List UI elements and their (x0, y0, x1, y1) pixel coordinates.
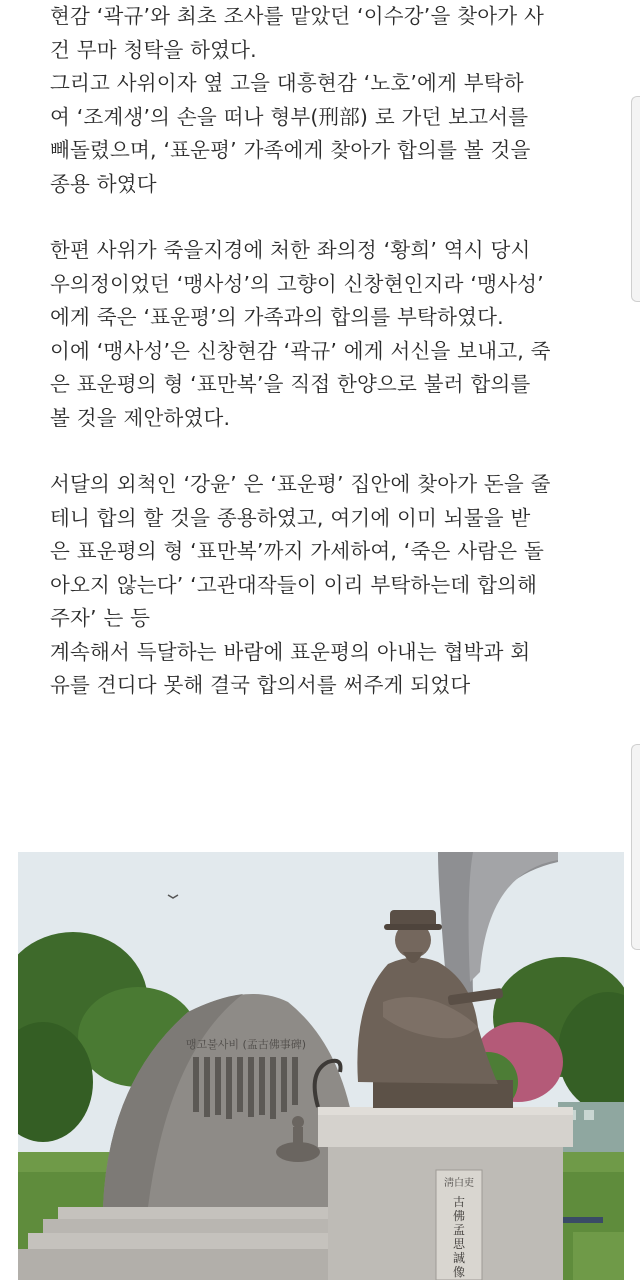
paragraph-gap (50, 201, 610, 234)
paragraph-line: 종용 하였다 (50, 171, 157, 196)
paragraph-line: 한편 사위가 죽을지경에 처한 좌의정 ‘황희’ 역시 당시 (50, 238, 531, 262)
paragraph-line: 그리고 사위이자 옆 고을 대흥현감 ‘노호’에게 부탁하 (50, 71, 524, 95)
paragraph-line: 볼 것을 제안하였다. (50, 405, 231, 430)
paragraph (50, 468, 610, 703)
paragraph-gap (50, 435, 610, 468)
plaque-line1: 淸白吏 (444, 1178, 474, 1189)
paragraph-line: 계속해서 득달하는 바람에 표운평의 아내는 협박과 회 (50, 639, 531, 664)
paragraph-line: 우의정이었던 ‘맹사성’의 고향이 신창현인지라 ‘맹사성’ (50, 271, 544, 296)
plaque-char: 像 (452, 1265, 466, 1279)
paragraph-line: 아오지 않는다’ ‘고관대작들이 이리 부탁하는데 합의해 (50, 572, 538, 597)
statue-photo (18, 852, 624, 1280)
paragraph-line: 주자’ 는 등 (50, 606, 151, 630)
paragraph-line: 은 표운평의 형 ‘표만복’을 직접 한양으로 불러 합의를 (50, 372, 531, 396)
plaque-char: 孟 (452, 1223, 466, 1237)
paragraph (50, 0, 610, 201)
paragraph-line: 빼돌렸으며, ‘표운평’ 가족에게 찾아가 합의를 볼 것을 (50, 138, 531, 162)
paragraph-line: 건 무마 청탁을 하였다. (50, 37, 257, 62)
paragraph-line: 이에 ‘맹사성’은 신창현감 ‘곽규’ 에게 서신을 보내고, 죽 (50, 338, 551, 363)
scroll-track-lower[interactable] (631, 744, 640, 950)
paragraph-line: 현감 ‘곽규’와 최초 조사를 맡았던 ‘이수강’을 찾아가 사 (50, 4, 544, 28)
scroll-track-upper[interactable] (631, 96, 640, 302)
paragraph-line: 테니 합의 할 것을 종용하였고, 여기에 이미 뇌물을 받 (50, 505, 531, 530)
paragraph-line: 유를 견디다 못해 결국 합의서를 써주게 되었다 (50, 673, 471, 697)
article-body (50, 0, 610, 703)
paragraph-line: 에게 죽은 ‘표운평’의 가족과의 합의를 부탁하였다. (50, 305, 504, 329)
paragraph (50, 234, 610, 435)
plaque-char: 佛 (452, 1209, 466, 1223)
plaque-line2-vertical (453, 1194, 466, 1279)
plaque-char: 誠 (452, 1251, 466, 1265)
stone-title: 맹고불사비 (孟古佛事碑) (185, 1038, 307, 1051)
paragraph-line: 은 표운평의 형 ‘표만복’까지 가세하여, ‘죽은 사람은 돌 (50, 539, 544, 563)
plaque-char: 思 (452, 1237, 466, 1251)
statue-photo-drawing (18, 852, 624, 1280)
plaque-char: 古 (452, 1195, 466, 1209)
paragraph-line: 서달의 외척인 ‘강윤’ 은 ‘표운평’ 집안에 찾아가 돈을 줄 (50, 472, 551, 496)
paragraph-line: 여 ‘조계생’의 손을 떠나 형부(刑部) 로 가던 보고서를 (50, 104, 529, 129)
